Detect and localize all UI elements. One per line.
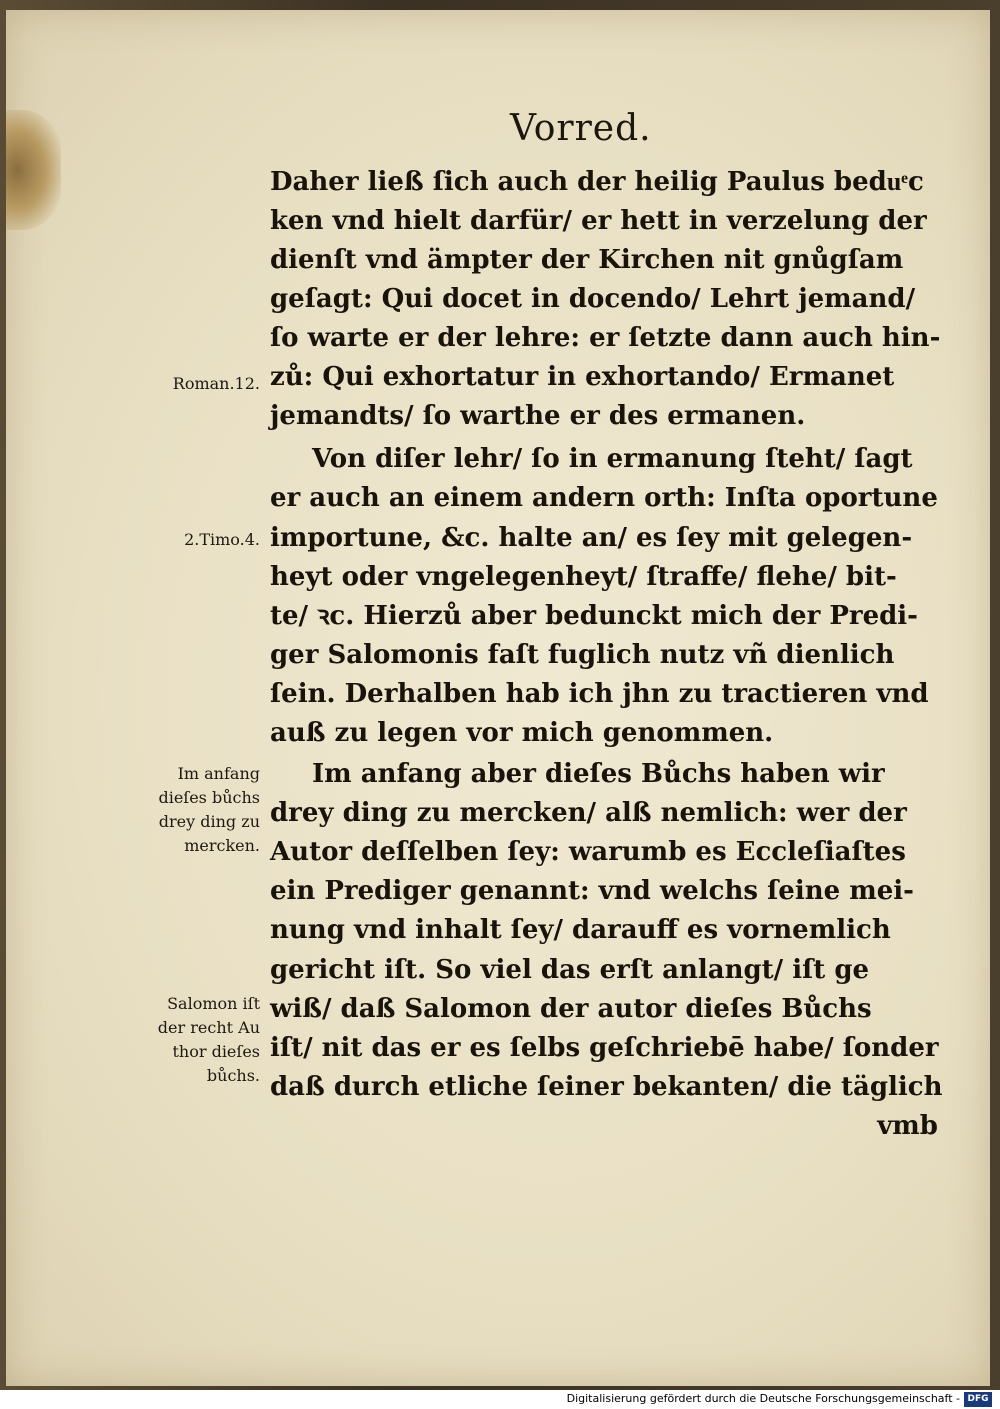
text-line-23: iſt/ nit das er es ſelbs geſchriebē habe/ ſonder: [270, 1033, 939, 1063]
margin-note-line: bůchs.: [206, 1066, 260, 1085]
margin-note-roman: [173, 372, 260, 396]
margin-note-line: der recht Au: [157, 1018, 260, 1037]
text-line-6: zů: Qui exhortatur in exhortando/ Ermanet: [270, 362, 895, 392]
margin-note-anfang: [158, 762, 260, 858]
text-line-8: Von diſer lehr/ ſo in ermanung ſteht/ ſagt: [312, 444, 913, 474]
catchword: vmb: [877, 1111, 938, 1141]
text-line-2: ken vnd hielt darfür/ er hett in verzelung der: [270, 206, 927, 236]
margin-note-line: mercken.: [184, 836, 260, 855]
text-line-16: Im anfang aber dieſes Bůchs haben wir: [312, 759, 885, 789]
margin-note-line: dieſes bůchs: [158, 788, 260, 807]
text-line-12: te/ ꝛc. Hierzů aber bedunckt mich der Predi-: [270, 601, 918, 631]
text-line-5: ſo warte er der lehre: er ſetzte dann auch hin-: [270, 323, 941, 353]
text-line-24: daß durch etliche ſeiner bekanten/ die täglich: [270, 1072, 943, 1102]
margin-note-timo: [184, 528, 260, 552]
margin-note-line: Im anfang: [177, 764, 260, 783]
digitization-footer: [0, 1390, 1000, 1409]
text-line-18: Autor deſſelben ſey: warumb es Eccleſiaſtes: [270, 837, 906, 867]
text-line-14: ſein. Derhalben hab ich jhn zu tractieren vnd: [270, 679, 929, 709]
running-head: Vorred.: [510, 108, 652, 149]
paper-damage-stain: [6, 110, 61, 230]
text-line-22: wiß/ daß Salomon der autor dieſes Bůchs: [270, 994, 872, 1024]
text-line-11: heyt oder vngelegenheyt/ ſtraffe/ flehe/ bit-: [270, 562, 897, 592]
text-line-9: er auch an einem andern orth: Inſta oportune: [270, 483, 938, 513]
margin-note-line: drey ding zu: [158, 812, 260, 831]
text-line-13: ger Salomonis faſt fuglich nutz vñ dienlich: [270, 640, 895, 670]
text-line-7: jemandts/ ſo warthe er des ermanen.: [270, 401, 806, 431]
text-line-3: dienſt vnd ämpter der Kirchen nit gnůgſam: [270, 245, 904, 275]
text-line-21: gericht iſt. So viel das erſt anlangt/ iſt ge: [270, 955, 870, 985]
dfg-logo: DFG: [964, 1392, 992, 1407]
text-line-10: importune, &c. halte an/ es ſey mit gelegen-: [270, 523, 913, 553]
text-line-4: geſagt: Qui docet in docendo/ Lehrt jemand/: [270, 284, 916, 314]
margin-note-line: Roman.12.: [172, 374, 260, 393]
text-line-1: Daher ließ ſich auch der heilig Paulus beduͤc: [270, 167, 924, 197]
funding-credit: Digitalisierung gefördert durch die Deutsche Forschungsgemeinschaft -: [566, 1392, 960, 1405]
margin-note-salomon: [158, 992, 260, 1088]
text-line-15: auß zu legen vor mich genommen.: [270, 718, 774, 748]
text-line-19: ein Prediger genannt: vnd welchs ſeine mei-: [270, 876, 914, 906]
text-line-17: drey ding zu mercken/ alß nemlich: wer der: [270, 798, 907, 828]
margin-note-line: 2.Timo.4.: [184, 530, 260, 549]
margin-note-line: thor dieſes: [172, 1042, 260, 1061]
margin-note-line: Salomon iſt: [167, 994, 260, 1013]
text-line-20: nung vnd inhalt ſey/ darauff es vornemlich: [270, 915, 891, 945]
